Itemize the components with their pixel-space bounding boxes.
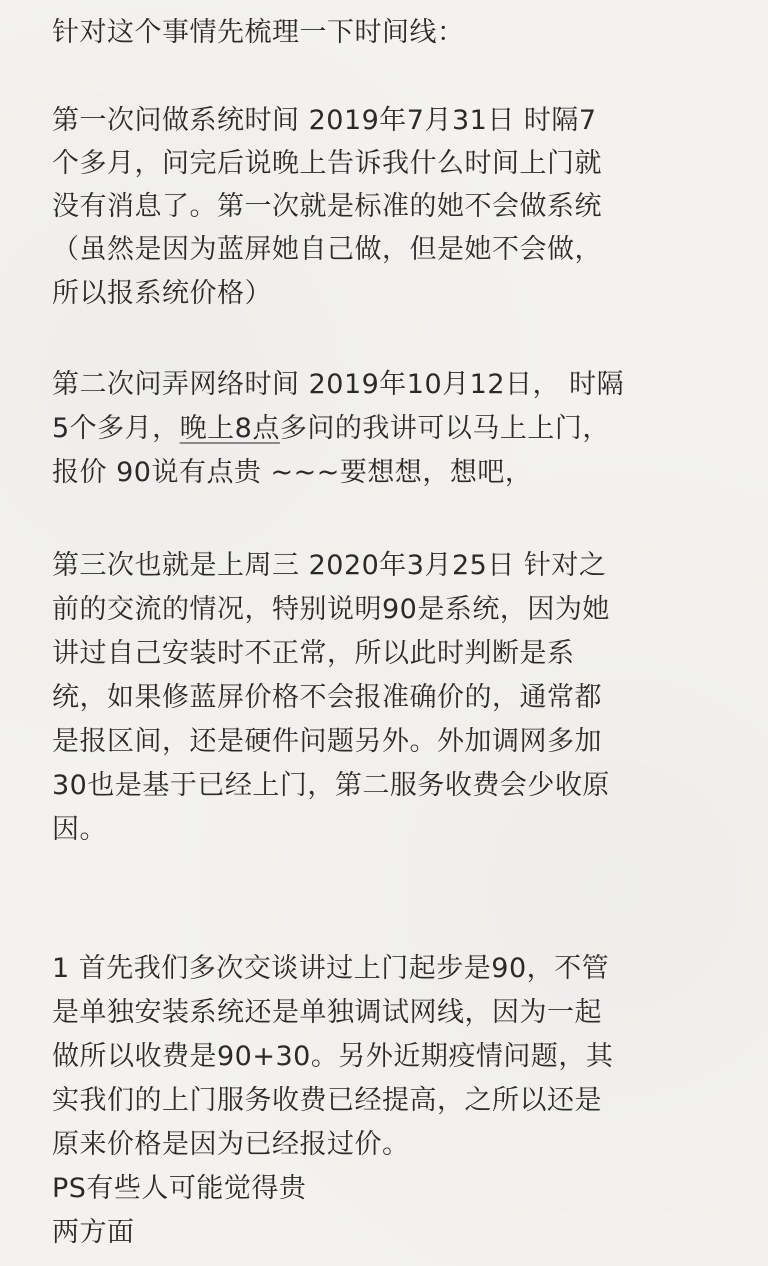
note-line-22: PS有些人可能觉得贵 [52, 1173, 307, 1204]
note-line-1: 针对这个事情先梳理一下时间线： [52, 17, 465, 48]
note-line-8-end: 多问的我讲可以马上上门， [279, 413, 610, 444]
note-line-6: 所以报系统价格） [52, 278, 272, 309]
note-line-20: 实我们的上门服务收费已经提高，之所以还是 [52, 1085, 602, 1116]
note-line-21: 原来价格是因为已经报过价。 [52, 1129, 410, 1160]
note-line-8 [52, 410, 610, 448]
note-line-10: 第三次也就是上周三 2020年3月25日 针对之 [52, 550, 607, 581]
note-line-15: 30也是基于已经上门，第二服务收费会少收原 [52, 770, 610, 801]
note-line-13: 统，如果修蓝屏价格不会报准确价的，通常都 [52, 682, 602, 713]
note-line-16: 因。 [52, 814, 107, 845]
note-line-17: 1 首先我们多次交谈讲过上门起步是90，不管 [52, 953, 610, 984]
note-line-5: （虽然是因为蓝屏她自己做，但是她不会做， [52, 234, 602, 265]
note-line-19: 做所以收费是90+30。另外近期疫情问题，其 [52, 1041, 614, 1072]
note-line-4: 没有消息了。第一次就是标准的她不会做系统 [52, 191, 602, 222]
underlined-time-text: 晚上8点 [179, 413, 280, 444]
note-line-23: 两方面 [52, 1217, 135, 1248]
note-line-2: 第一次问做系统时间 2019年7月31日 时隔7 [52, 105, 597, 136]
note-line-14: 是报区间，还是硬件问题另外。外加调网多加 [52, 726, 602, 757]
note-line-11: 前的交流的情况，特别说明90是系统，因为她 [52, 594, 610, 625]
note-line-3: 个多月，问完后说晚上告诉我什么时间上门就 [52, 148, 602, 179]
note-line-7: 第二次问弄网络时间 2019年10月12日， 时隔 [52, 369, 625, 400]
note-line-9: 报价 90说有点贵 ~~~要想想，想吧， [52, 457, 533, 488]
note-line-18: 是单独安装系统还是单独调试网线，因为一起 [52, 997, 602, 1028]
note-line-8-start: 5个多月， [52, 413, 180, 444]
note-line-12: 讲过自己安装时不正常，所以此时判断是系 [52, 638, 575, 669]
